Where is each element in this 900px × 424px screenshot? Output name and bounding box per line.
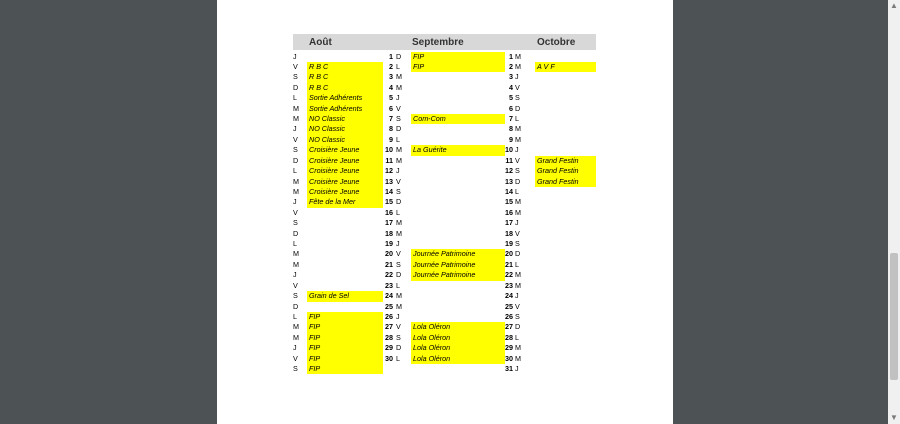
september-event: [411, 218, 505, 228]
october-event: [535, 354, 596, 364]
august-event: R B C: [307, 62, 383, 72]
august-weekday: V: [293, 353, 298, 363]
october-weekday: V: [515, 228, 520, 238]
october-event: [535, 83, 596, 93]
september-day-number: 10: [385, 145, 393, 155]
august-event: FIP: [307, 312, 383, 322]
october-event: [535, 208, 596, 218]
calendar-row: [293, 312, 596, 322]
october-weekday: S: [515, 239, 520, 249]
september-day-number: 3: [389, 72, 393, 82]
calendar-row: [293, 72, 596, 82]
august-weekday: J: [293, 343, 297, 353]
calendar-row: [293, 177, 596, 187]
calendar-row: [293, 93, 596, 103]
calendar-row: [293, 354, 596, 364]
september-weekday: M: [396, 218, 402, 228]
october-day-number: 23: [505, 280, 513, 290]
august-event: [307, 270, 383, 280]
september-event: Lola Oléron: [411, 354, 505, 364]
october-day-number: 20: [505, 249, 513, 259]
calendar-row: [293, 187, 596, 197]
september-day-number: 13: [385, 176, 393, 186]
october-day-number: 4: [509, 82, 513, 92]
august-weekday: J: [293, 51, 297, 61]
october-weekday: M: [515, 51, 521, 61]
september-day-number: 6: [389, 103, 393, 113]
october-day-number: 1: [509, 51, 513, 61]
october-weekday: S: [515, 312, 520, 321]
calendar-row: [293, 229, 596, 239]
september-weekday: D: [396, 197, 402, 207]
september-day-number: 18: [385, 228, 393, 238]
september-event: [411, 239, 505, 249]
august-weekday: D: [293, 228, 299, 238]
september-day-number: 5: [389, 93, 393, 103]
september-day-number: 24: [385, 291, 393, 301]
september-weekday: [396, 364, 406, 374]
september-day-number: 4: [389, 82, 393, 92]
calendar-row: [293, 104, 596, 114]
october-day-number: 7: [509, 114, 513, 124]
october-event: [535, 239, 596, 249]
october-day-number: 25: [505, 301, 513, 311]
october-weekday: M: [515, 353, 521, 363]
august-event: FIP: [307, 364, 383, 374]
august-weekday: L: [293, 166, 297, 176]
october-day-number: 8: [509, 124, 513, 134]
scroll-thumb[interactable]: [890, 253, 898, 380]
october-weekday: S: [515, 93, 520, 103]
august-event: [307, 281, 383, 291]
august-event: Croisière Jeune: [307, 145, 383, 155]
september-day-number: 26: [385, 312, 393, 321]
august-event: [307, 218, 383, 228]
october-day-number: 13: [505, 176, 513, 186]
october-event: [535, 333, 596, 343]
october-weekday: M: [515, 343, 521, 353]
october-event: A V F: [535, 62, 596, 72]
september-weekday: D: [396, 124, 402, 134]
september-event: [411, 187, 505, 197]
august-weekday: L: [293, 93, 297, 103]
october-event: [535, 229, 596, 239]
calendar-row: [293, 124, 596, 134]
august-event: FIP: [307, 343, 383, 353]
september-weekday: V: [396, 103, 401, 113]
august-weekday: D: [293, 155, 299, 165]
september-day-number: 17: [385, 218, 393, 228]
september-event: Journée Patrimoine: [411, 249, 505, 259]
october-day-number: 6: [509, 103, 513, 113]
october-day-number: 29: [505, 343, 513, 353]
september-weekday: S: [396, 114, 401, 124]
august-weekday: D: [293, 82, 299, 92]
august-weekday: J: [293, 197, 297, 207]
september-event: [411, 72, 505, 82]
september-weekday: L: [396, 353, 400, 363]
october-event: [535, 124, 596, 134]
august-weekday: V: [293, 61, 298, 71]
september-event: [411, 104, 505, 114]
september-weekday: S: [396, 186, 401, 196]
september-weekday: M: [396, 228, 402, 238]
august-event: FIP: [307, 354, 383, 364]
september-event: [411, 281, 505, 291]
calendar-row: [293, 260, 596, 270]
september-weekday: J: [396, 239, 400, 249]
october-day-number: 3: [509, 72, 513, 82]
october-day-number: 22: [505, 270, 513, 280]
october-day-number: 18: [505, 228, 513, 238]
august-weekday: S: [293, 145, 298, 155]
august-weekday: M: [293, 249, 299, 259]
calendar-row: [293, 208, 596, 218]
august-event: NO Classic: [307, 135, 383, 145]
september-day-number: 22: [385, 270, 393, 280]
month-header-august: Août: [309, 37, 332, 48]
calendar-row: [293, 291, 596, 301]
vertical-scrollbar[interactable]: [888, 0, 900, 424]
september-weekday: L: [396, 207, 400, 217]
september-event: [411, 135, 505, 145]
september-weekday: S: [396, 259, 401, 269]
october-day-number: 16: [505, 207, 513, 217]
october-event: Grand Festin: [535, 166, 596, 176]
september-day-number: 20: [385, 249, 393, 259]
september-day-number: 12: [385, 166, 393, 176]
august-event: FIP: [307, 333, 383, 343]
october-weekday: J: [515, 218, 519, 228]
september-event: [411, 302, 505, 312]
october-day-number: 27: [505, 322, 513, 332]
month-header-october: Octobre: [537, 37, 576, 48]
october-weekday: D: [515, 176, 521, 186]
august-weekday: S: [293, 72, 298, 82]
calendar-row: [293, 135, 596, 145]
october-weekday: V: [515, 301, 520, 311]
august-event: Croisière Jeune: [307, 156, 383, 166]
august-event: [307, 260, 383, 270]
calendar-row: [293, 322, 596, 332]
august-weekday: M: [293, 322, 299, 332]
october-day-number: 2: [509, 61, 513, 71]
october-weekday: D: [515, 103, 521, 113]
october-event: Grand Festin: [535, 177, 596, 187]
october-event: [535, 291, 596, 301]
october-event: [535, 218, 596, 228]
september-day-number: 9: [389, 134, 393, 144]
october-event: [535, 72, 596, 82]
october-day-number: 14: [505, 186, 513, 196]
september-day-number: 19: [385, 239, 393, 249]
september-day-number: 21: [385, 259, 393, 269]
october-event: [535, 145, 596, 155]
october-weekday: M: [515, 124, 521, 134]
october-event: [535, 114, 596, 124]
october-day-number: 5: [509, 93, 513, 103]
september-event: [411, 93, 505, 103]
september-weekday: V: [396, 249, 401, 259]
calendar-row: [293, 281, 596, 291]
august-event: [307, 52, 383, 62]
october-day-number: 24: [505, 291, 513, 301]
october-day-number: 26: [505, 312, 513, 321]
august-weekday: S: [293, 364, 298, 374]
october-event: [535, 302, 596, 312]
october-weekday: J: [515, 145, 519, 155]
september-event: La Guérite: [411, 145, 505, 155]
october-day-number: 19: [505, 239, 513, 249]
august-weekday: M: [293, 114, 299, 124]
calendar-row: [293, 270, 596, 280]
october-day-number: 17: [505, 218, 513, 228]
september-day-number: 28: [385, 332, 393, 342]
september-day-number: 30: [385, 353, 393, 363]
september-weekday: M: [396, 301, 402, 311]
september-weekday: M: [396, 155, 402, 165]
august-weekday: M: [293, 176, 299, 186]
august-event: [307, 229, 383, 239]
september-event: [411, 364, 505, 374]
september-event: [411, 166, 505, 176]
august-weekday: M: [293, 186, 299, 196]
september-weekday: M: [396, 291, 402, 301]
august-weekday: S: [293, 218, 298, 228]
october-weekday: L: [515, 114, 519, 124]
september-weekday: S: [396, 332, 401, 342]
august-event: [307, 239, 383, 249]
august-weekday: J: [293, 124, 297, 134]
september-event: FIP: [411, 52, 505, 62]
august-event: NO Classic: [307, 124, 383, 134]
calendar-row: [293, 302, 596, 312]
september-weekday: J: [396, 312, 400, 321]
october-event: [535, 270, 596, 280]
september-weekday: V: [396, 176, 401, 186]
september-event: Lola Oléron: [411, 322, 505, 332]
september-event: Lola Oléron: [411, 343, 505, 353]
october-day-number: 11: [505, 155, 513, 165]
october-weekday: L: [515, 186, 519, 196]
october-event: [535, 343, 596, 353]
august-weekday: V: [293, 207, 298, 217]
september-event: Com-Com: [411, 114, 505, 124]
september-event: Lola Oléron: [411, 333, 505, 343]
september-event: [411, 208, 505, 218]
august-weekday: V: [293, 134, 298, 144]
calendar-row: [293, 249, 596, 259]
august-event: FIP: [307, 322, 383, 332]
september-day-number: 29: [385, 343, 393, 353]
september-event: [411, 156, 505, 166]
october-weekday: J: [515, 72, 519, 82]
august-event: R B C: [307, 72, 383, 82]
september-day-number: 2: [389, 61, 393, 71]
october-weekday: D: [515, 322, 521, 332]
header-row: [293, 34, 596, 50]
september-weekday: L: [396, 61, 400, 71]
september-day-number: [382, 364, 393, 374]
august-event: Croisière Jeune: [307, 187, 383, 197]
september-weekday: V: [396, 322, 401, 332]
september-event: [411, 291, 505, 301]
september-weekday: D: [396, 343, 402, 353]
august-event: NO Classic: [307, 114, 383, 124]
september-day-number: 8: [389, 124, 393, 134]
october-event: [535, 93, 596, 103]
calendar-row: [293, 145, 596, 155]
october-weekday: M: [515, 61, 521, 71]
calendar-row: [293, 166, 596, 176]
october-event: [535, 322, 596, 332]
august-event: [307, 249, 383, 259]
august-weekday: V: [293, 280, 298, 290]
calendar-row: [293, 239, 596, 249]
august-event: Croisière Jeune: [307, 166, 383, 176]
october-day-number: 15: [505, 197, 513, 207]
august-event: Croisière Jeune: [307, 177, 383, 187]
august-event: [307, 302, 383, 312]
august-weekday: M: [293, 259, 299, 269]
october-event: Grand Festin: [535, 156, 596, 166]
october-weekday: M: [515, 134, 521, 144]
october-day-number: 21: [505, 259, 513, 269]
september-weekday: J: [396, 166, 400, 176]
september-event: [411, 197, 505, 207]
september-weekday: M: [396, 82, 402, 92]
september-weekday: D: [396, 51, 402, 61]
august-weekday: S: [293, 291, 298, 301]
august-weekday: L: [293, 312, 297, 321]
september-day-number: 11: [385, 155, 393, 165]
september-event: [411, 177, 505, 187]
october-weekday: L: [515, 332, 519, 342]
september-event: Journée Patrimoine: [411, 260, 505, 270]
september-day-number: 16: [385, 207, 393, 217]
august-weekday: L: [293, 239, 297, 249]
august-event: Sortie Adhérents: [307, 93, 383, 103]
october-event: [535, 312, 596, 322]
october-weekday: L: [515, 259, 519, 269]
october-event: [535, 260, 596, 270]
october-weekday: V: [515, 82, 520, 92]
september-day-number: 27: [385, 322, 393, 332]
october-weekday: M: [515, 197, 521, 207]
calendar-row: [293, 197, 596, 207]
october-weekday: M: [515, 270, 521, 280]
september-weekday: L: [396, 280, 400, 290]
october-day-number: 9: [509, 134, 513, 144]
september-day-number: 15: [385, 197, 393, 207]
october-weekday: D: [515, 249, 521, 259]
september-event: [411, 83, 505, 93]
august-weekday: M: [293, 332, 299, 342]
october-event: [535, 104, 596, 114]
september-event: [411, 229, 505, 239]
calendar-row: [293, 52, 596, 62]
calendar-row: [293, 83, 596, 93]
august-event: Sortie Adhérents: [307, 104, 383, 114]
calendar-row: [293, 343, 596, 353]
october-weekday: M: [515, 207, 521, 217]
calendar-row: [293, 333, 596, 343]
october-day-number: 12: [505, 166, 513, 176]
september-event: [411, 124, 505, 134]
september-event: FIP: [411, 62, 505, 72]
august-event: [307, 208, 383, 218]
september-day-number: 1: [389, 51, 393, 61]
october-event: [535, 52, 596, 62]
october-event: [535, 187, 596, 197]
month-header-september: Septembre: [412, 37, 464, 48]
september-event: Journée Patrimoine: [411, 270, 505, 280]
august-event: R B C: [307, 83, 383, 93]
october-event: [535, 135, 596, 145]
october-day-number: 30: [505, 353, 513, 363]
scroll-down-arrow-icon[interactable]: ▼: [890, 413, 898, 422]
august-weekday: D: [293, 301, 299, 311]
october-event: [535, 281, 596, 291]
october-day-number: 28: [505, 332, 513, 342]
august-weekday: M: [293, 103, 299, 113]
october-event: [535, 364, 596, 374]
september-weekday: M: [396, 145, 402, 155]
september-day-number: 25: [385, 301, 393, 311]
august-weekday: J: [293, 270, 297, 280]
october-event: [535, 197, 596, 207]
september-day-number: 7: [389, 114, 393, 124]
september-day-number: 14: [385, 186, 393, 196]
calendar-row: [293, 114, 596, 124]
september-event: [411, 312, 505, 322]
october-day-number: 31: [505, 364, 513, 374]
september-weekday: D: [396, 270, 402, 280]
calendar-row: [293, 156, 596, 166]
september-weekday: M: [396, 72, 402, 82]
october-day-number: 10: [505, 145, 513, 155]
october-weekday: S: [515, 166, 520, 176]
scroll-up-arrow-icon[interactable]: ▲: [890, 1, 898, 10]
october-event: [535, 249, 596, 259]
august-event: Fête de la Mer: [307, 197, 383, 207]
september-weekday: J: [396, 93, 400, 103]
september-weekday: L: [396, 134, 400, 144]
august-event: Grain de Sel: [307, 291, 383, 301]
calendar-row: [293, 364, 596, 374]
calendar-row: [293, 218, 596, 228]
october-weekday: V: [515, 155, 520, 165]
october-weekday: J: [515, 291, 519, 301]
calendar-row: [293, 62, 596, 72]
october-weekday: J: [515, 364, 519, 374]
october-weekday: M: [515, 280, 521, 290]
september-day-number: 23: [385, 280, 393, 290]
